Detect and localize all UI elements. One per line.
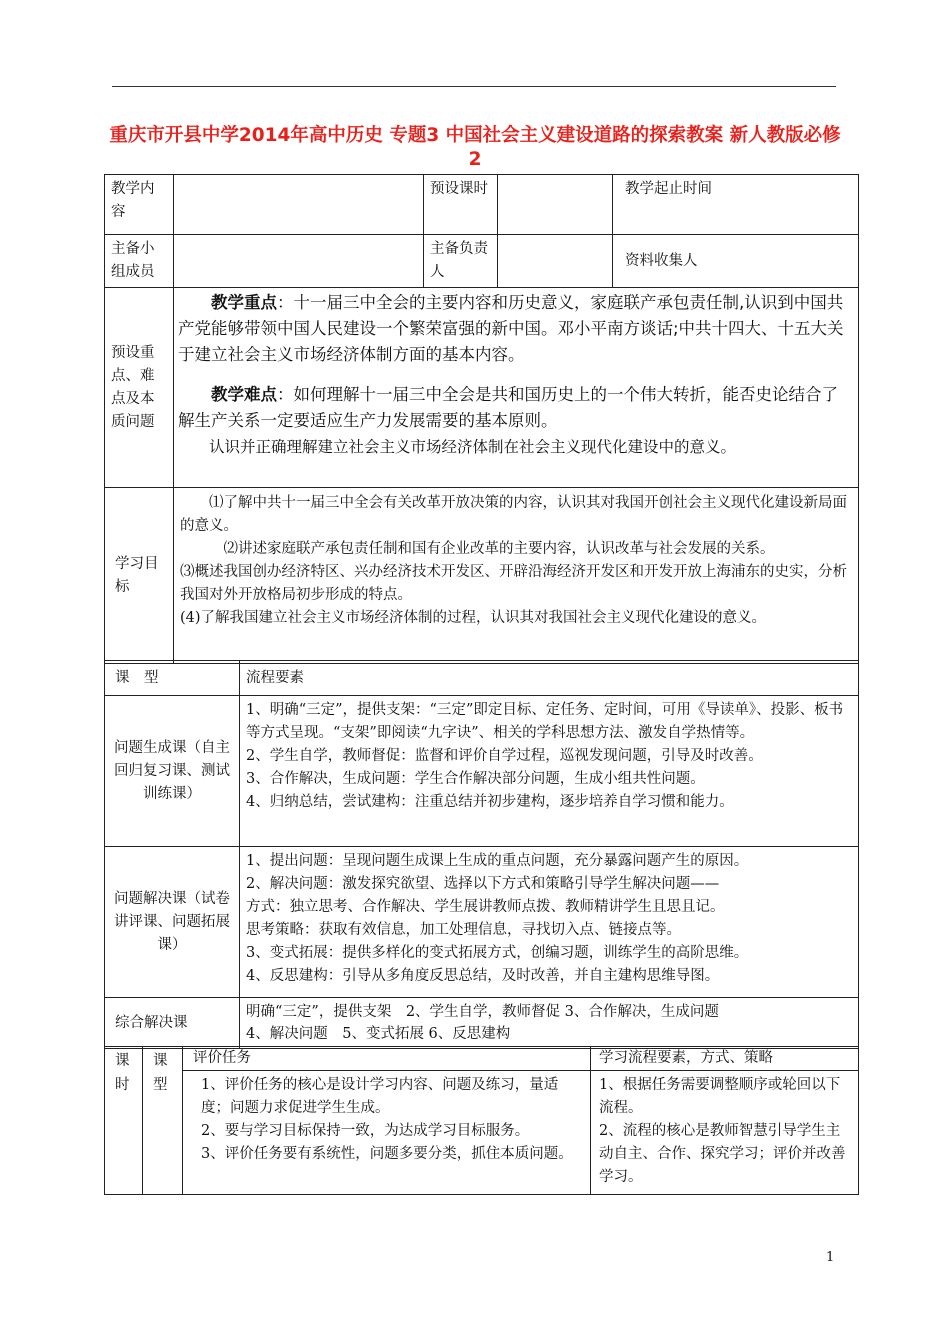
eval-task-label: 评价任务: [183, 1047, 591, 1071]
eval-tasks: [183, 1071, 591, 1195]
difficult-point-extra: 认识并正确理解建立社会主义市场经济体制在社会主义现代化建设中的意义。: [209, 438, 737, 456]
time-label: 教学起止时间: [613, 175, 859, 235]
flow-line: 方式：独立思考、合作解决、学生展讲教师点拨、教师精讲学生且思且记。: [246, 899, 725, 915]
content-label: 教学内容: [105, 175, 174, 235]
goal-item: ⑵讲述家庭联产承包责任制和国有企业改革的主要内容，认识改革与社会发展的关系。: [223, 541, 775, 557]
flow-line: 2、解决问题：激发探究欲望、选择以下方式和策略引导学生解决问题——: [246, 876, 720, 892]
flow-line: 明确“三定”，提供支架 2、学生自学，教师督促 3、合作解决，生成问题: [246, 1004, 719, 1020]
flow-line: 1、明确“三定”，提供支架：“三定”即定目标、定任务、定时间，可用《导读单》、投影、板书等方式呈现。“支架”即阅读“九字诀”、相关的学科思想方法、激发自学热情等。: [246, 702, 844, 741]
header-rule: [112, 86, 836, 87]
key-point: [178, 290, 854, 368]
goal-item: ⑴了解中共十一届三中全会有关改革开放决策的内容，认识其对我国开创社会主义现代化建设新局面的意义。: [180, 495, 847, 534]
document-title: 重庆市开县中学2014年高中历史 专题3 中国社会主义建设道路的探索教案 新人教版必修2: [109, 125, 841, 170]
period-label: 预设课时: [424, 175, 498, 235]
eval-flows: [591, 1071, 859, 1195]
leader-label: 主备负责人: [424, 235, 498, 288]
flow-line: 4、归纳总结，尝试建构：注重总结并初步建构，逐步培养自学习惯和能力。: [246, 794, 734, 810]
eval-flow-item: 1、根据任务需要调整顺序或轮回以下流程。: [599, 1077, 841, 1116]
eval-flow-label: 学习流程要素，方式、策略: [591, 1047, 859, 1071]
collector-label: 资料收集人: [613, 235, 859, 288]
course-flow: [240, 696, 859, 847]
goal-item: (4)了解我国建立社会主义市场经济体制的过程，认识其对我国社会主义现代化建设的意义。: [180, 610, 767, 626]
goals-label: 学习目标: [105, 488, 174, 664]
plan-table: [104, 174, 859, 664]
flow-line: 2、学生自学，教师督促：监督和评价自学过程，巡视发现问题，引导及时改善。: [246, 748, 763, 764]
difficult-point: [178, 382, 854, 434]
eval-flow-item: 2、流程的核心是教师智慧引导学生主动自主、合作、探究学习；评价并改善学习。: [599, 1123, 846, 1185]
eval-period-label: 课时: [105, 1047, 143, 1195]
leader-value[interactable]: [498, 235, 613, 288]
course-name: 问题生成课（自主回归复习课、测试训练课）: [105, 696, 240, 847]
course-type-label: 课 型: [105, 661, 240, 696]
eval-type-label: 课型: [143, 1047, 183, 1195]
goals-content: [174, 488, 859, 664]
difficult-point-label: 教学难点: [211, 385, 277, 404]
difficult-point-text: ：如何理解十一届三中全会是共和国历史上的一个伟大转折，能否史论结合了解生产关系一定要适应生产力发展需要的基本原则。: [178, 385, 838, 430]
course-flow: [240, 847, 859, 998]
content-value[interactable]: [174, 175, 424, 235]
eval-task-item: 2、要与学习目标保持一致，为达成学习目标服务。: [201, 1123, 530, 1139]
course-name: 综合解决课: [105, 998, 240, 1049]
evaluation-table: [104, 1046, 859, 1195]
course-flow-label: 流程要素: [240, 661, 859, 696]
course-table: [104, 660, 859, 1049]
eval-task-item: 1、评价任务的核心是设计学习内容、问题及练习，量适度；问题力求促进学生生成。: [201, 1077, 559, 1116]
flow-line: 3、变式拓展：提供多样化的变式拓展方式，创编习题，训练学生的高阶思维。: [246, 945, 749, 961]
flow-line: 4、解决问题 5、变式拓展 6、反思建构: [246, 1026, 511, 1042]
course-name: 问题解决课（试卷讲评课、问题拓展课）: [105, 847, 240, 998]
flow-line: 思考策略：获取有效信息，加工处理信息，寻找切入点、链接点等。: [246, 922, 681, 938]
focus-content: [174, 288, 859, 488]
key-point-text: ：十一届三中全会的主要内容和历史意义，家庭联产承包责任制,认识到中国共产党能够带领中国人民建设一个繁荣富强的新中国。邓小平南方谈话;中共十四大、十五大关于建立社会主义市场经济体制方面的基本内容。: [178, 293, 844, 364]
flow-line: 3、合作解决，生成问题：学生合作解决部分问题，生成小组共性问题。: [246, 771, 705, 787]
focus-label: 预设重点、难点及本质问题: [105, 288, 174, 488]
flow-line: 1、提出问题：呈现问题生成课上生成的重点问题，充分暴露问题产生的原因。: [246, 853, 749, 869]
members-value[interactable]: [174, 235, 424, 288]
page-number: 1: [826, 1250, 835, 1265]
flow-line: 4、反思建构：引导从多角度反思总结，及时改善，并自主建构思维导图。: [246, 968, 720, 984]
course-flow: [240, 998, 859, 1049]
key-point-label: 教学重点: [211, 293, 277, 312]
period-value[interactable]: [498, 175, 613, 235]
eval-task-item: 3、评价任务要有系统性，问题多要分类，抓住本质问题。: [201, 1146, 573, 1162]
members-label: 主备小组成员: [105, 235, 174, 288]
goal-item: ⑶概述我国创办经济特区、兴办经济技术开发区、开辟沿海经济开发区和开发开放上海浦东的史实，分析我国对外开放格局初步形成的特点。: [180, 564, 847, 603]
